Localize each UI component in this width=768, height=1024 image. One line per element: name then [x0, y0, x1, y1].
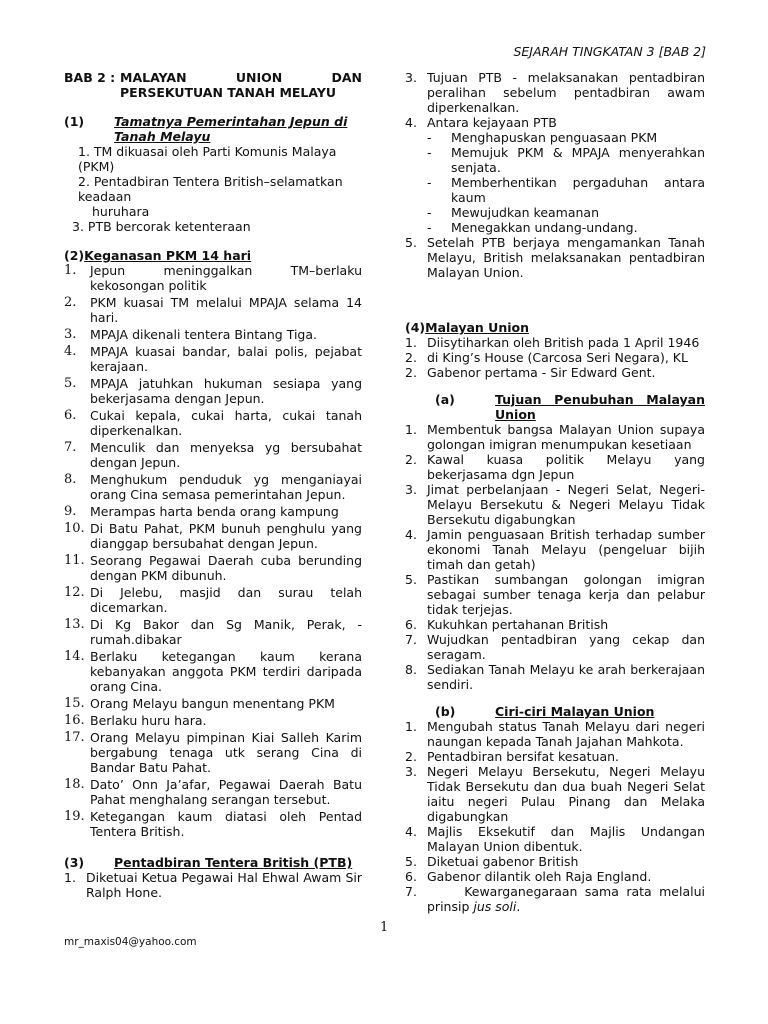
list-number: 5.	[405, 854, 417, 869]
list-number: 2.	[64, 295, 77, 310]
list-text: Orang Melayu bangun menentang PKM	[90, 696, 335, 711]
list-text: Pastikan sumbangan golongan imigran sebagai sumber tenaga kerja dan pelabur tidak terjejas.	[427, 572, 705, 617]
dash-item	[427, 220, 705, 235]
list-item	[405, 350, 705, 365]
list-text: Orang Melayu pimpinan Kiai Salleh Karim bergabung tenaga utk serang Cina di Bandar Batu Pahat.	[90, 730, 362, 775]
dash-marker: -	[427, 220, 432, 235]
list-number: 7.	[405, 632, 417, 647]
list-number: 1.	[405, 422, 417, 437]
list-item	[64, 553, 362, 583]
list-text: Menghukum penduduk yg menganiayai orang Cina semasa pemerintahan Jepun.	[90, 472, 362, 502]
subsection-a-heading	[405, 392, 705, 422]
list-item	[405, 365, 705, 380]
section-1-line: 3. PTB bercorak ketenteraan	[72, 219, 251, 234]
dash-text: Menegakkan undang-undang.	[451, 220, 638, 235]
list-item	[64, 472, 362, 502]
list-text: Setelah PTB berjaya mengamankan Tanah Melayu, British melaksanakan pentadbiran Malayan Union.	[427, 235, 705, 280]
list-item	[405, 764, 705, 824]
jus-soli-term: jus soli	[473, 899, 517, 914]
dash-text: Memberhentikan pergaduhan antara kaum	[451, 175, 705, 205]
left-column	[64, 70, 362, 900]
list-text: Seorang Pegawai Daerah cuba berunding dengan PKM dibunuh.	[90, 553, 362, 583]
list-number: 4.	[405, 115, 417, 130]
list-text: Diisytiharkan oleh British pada 1 April 1946	[427, 335, 700, 350]
list-item	[405, 527, 705, 572]
list-item	[64, 730, 362, 775]
list-text: Antara kejayaan PTB	[427, 115, 557, 130]
list-item	[64, 585, 362, 615]
list-text: Diketuai Ketua Pegawai Hal Ehwal Awam Sir Ralph Hone.	[86, 870, 362, 900]
section-3-heading	[64, 855, 362, 870]
list-text: Majlis Eksekutif dan Majlis Undangan Malayan Union dibentuk.	[427, 824, 705, 854]
section-3-title: Pentadbiran Tentera British (PTB)	[114, 855, 353, 870]
list-text: Merampas harta benda orang kampung	[90, 504, 339, 519]
list-text: Berlaku ketegangan kaum kerana kebanyakan anggota PKM terdiri daripada orang Cina.	[90, 649, 362, 694]
list-number: 19.	[64, 809, 85, 824]
list-number: 1.	[405, 335, 417, 350]
list-number: 7.	[405, 884, 417, 899]
list-text: Kawal kuasa politik Melayu yang bekerjasama dgn Jepun	[427, 452, 705, 482]
list-item	[64, 376, 362, 406]
dash-text: Mewujudkan keamanan	[451, 205, 600, 220]
section-1-line: huruhara	[92, 204, 150, 219]
dash-marker: -	[427, 175, 432, 190]
section-1-heading	[64, 114, 362, 144]
list-item	[64, 521, 362, 551]
section-1-line: 2. Pentadbiran Tentera British–selamatkan keadaan	[78, 174, 343, 204]
list-text: Cukai kepala, cukai harta, cukai tanah diperkenalkan.	[90, 408, 362, 438]
dash-marker: -	[427, 145, 432, 160]
right-column	[405, 70, 709, 914]
list-text: Jepun meninggalkan TM–berlaku kekosongan politik	[90, 263, 362, 293]
list-number: 6.	[64, 408, 77, 423]
list-item	[405, 869, 705, 884]
list-item	[405, 719, 705, 749]
list-text: Di Kg Bakor dan Sg Manik, Perak, - rumah.dibakar	[90, 617, 362, 647]
list-item	[405, 482, 705, 527]
list-item	[405, 115, 705, 130]
list-text: Pentadbiran bersifat kesatuan.	[427, 749, 620, 764]
list-number: 4.	[405, 527, 417, 542]
list-item	[64, 696, 362, 711]
list-number: 18.	[64, 777, 85, 792]
section-4-number: (4)	[405, 320, 426, 335]
dash-item	[427, 205, 705, 220]
list-number: 3.	[405, 482, 417, 497]
list-number: 1.	[64, 263, 77, 278]
list-item	[405, 632, 705, 662]
list-text-wrap	[427, 884, 709, 914]
list-number: 1.	[405, 719, 417, 734]
list-item	[64, 649, 362, 694]
section-1-title: Tamatnya Pemerintahan Jepun di Tanah Melayu	[114, 114, 348, 144]
list-item	[405, 824, 705, 854]
list-text: MPAJA jatuhkan hukuman sesiapa yang bekerjasama dengan Jepun.	[90, 376, 362, 406]
chapter-label: BAB 2 :	[64, 70, 116, 85]
list-text: Diketuai gabenor British	[427, 854, 579, 869]
section-2-list	[64, 263, 362, 839]
list-number: 12.	[64, 585, 85, 600]
dash-item	[427, 175, 705, 205]
list-text: Kukuhkan pertahanan British	[427, 617, 609, 632]
list-number: 10.	[64, 521, 85, 536]
author-email: mr_maxis04@yahoo.com	[64, 936, 197, 948]
list-item	[64, 263, 362, 293]
list-text: Jimat perbelanjaan - Negeri Selat, Negeri-Melayu Bersekutu & Negeri Melayu Tidak Bersekutu digabungkan	[427, 482, 705, 527]
list-item	[64, 777, 362, 807]
section-1-number: (1)	[64, 114, 85, 129]
list-item	[405, 884, 709, 914]
list-text: Di Jelebu, masjid dan surau telah dicemarkan.	[90, 585, 362, 615]
subsection-b-heading	[405, 704, 705, 719]
list-item	[64, 504, 362, 519]
list-text: MPAJA dikenali tentera Bintang Tiga.	[90, 327, 317, 342]
dash-text: Menghapuskan penguasaan PKM	[451, 130, 658, 145]
list-item	[64, 713, 362, 728]
list-number: 2.	[405, 749, 417, 764]
list-item	[405, 422, 705, 452]
section-3-item-5	[405, 235, 705, 280]
list-number: 9.	[64, 504, 77, 519]
list-item	[405, 235, 705, 280]
list-item	[405, 572, 705, 617]
section-4-heading	[405, 320, 705, 335]
list-item	[64, 617, 362, 647]
subsection-b-label: (b)	[435, 704, 456, 719]
list-item	[405, 662, 705, 692]
dash-item	[427, 130, 705, 145]
list-number: 3.	[405, 764, 417, 779]
list-text: Dato’ Onn Ja’afar, Pegawai Daerah Batu Pahat menghalang serangan tersebut.	[90, 777, 362, 807]
list-number: 5.	[405, 235, 417, 250]
list-number: 15.	[64, 696, 85, 711]
list-number: 2.	[405, 350, 417, 365]
subsection-a-label: (a)	[435, 392, 455, 407]
dash-item	[427, 145, 705, 175]
list-number: 11.	[64, 553, 85, 568]
section-3-list-right	[405, 70, 705, 130]
section-4-title: Malayan Union	[425, 320, 529, 335]
list-number: 4.	[64, 344, 77, 359]
list-item	[64, 440, 362, 470]
list-text: MPAJA kuasai bandar, balai polis, pejabat kerajaan.	[90, 344, 362, 374]
list-text: Tujuan PTB - melaksanakan pentadbiran peralihan sebelum pentadbiran awam diperkenalkan.	[427, 70, 705, 115]
list-item	[405, 335, 705, 350]
list-number: 13.	[64, 617, 85, 632]
list-text: Jamin penguasaan British terhadap sumber ekonomi Tanah Melayu (pengeluar bijih timah dan getah)	[427, 527, 705, 572]
list-item	[64, 408, 362, 438]
section-3-number: (3)	[64, 855, 85, 870]
list-item	[405, 70, 705, 115]
subsection-b-list	[405, 719, 709, 914]
list-text: Kewarganegaraan sama rata melalui prinsip	[427, 884, 709, 914]
list-text: Ketegangan kaum diatasi oleh Pentad Tentera British.	[90, 809, 362, 839]
list-number: 8.	[405, 662, 417, 677]
list-number: 8.	[64, 472, 77, 487]
list-number: 6.	[405, 617, 417, 632]
list-text: Gabenor pertama - Sir Edward Gent.	[427, 365, 656, 380]
dash-marker: -	[427, 130, 432, 145]
list-number: 3.	[64, 327, 77, 342]
subsection-b-title: Ciri-ciri Malayan Union	[495, 704, 655, 719]
section-2-title: Keganasan PKM 14 hari	[84, 248, 252, 263]
section-1-line: 1. TM dikuasai oleh Parti Komunis Malaya (PKM)	[78, 144, 337, 174]
list-text: Negeri Melayu Bersekutu, Negeri Melayu Tidak Bersekutu dan dua buah Negeri Selat iaitu negeri Pulau Pinang dan Melaka digabungkan	[427, 764, 705, 824]
chapter-title-line2: PERSEKUTUAN TANAH MELAYU	[120, 85, 337, 100]
chapter-title-line1: MALAYAN UNION DAN	[120, 70, 362, 85]
list-number: 17.	[64, 730, 85, 745]
section-1-lines	[64, 144, 362, 234]
list-number: 7.	[64, 440, 77, 455]
list-number: 16.	[64, 713, 85, 728]
list-text: di King’s House (Carcosa Seri Negara), KL	[427, 350, 688, 365]
sentence-end: .	[516, 899, 521, 914]
subsection-a-title: Tujuan Penubuhan Malayan Union	[495, 392, 705, 422]
list-item	[64, 295, 362, 325]
list-item	[64, 809, 362, 839]
list-number: 3.	[405, 70, 417, 85]
list-item	[405, 617, 705, 632]
subsection-a-list	[405, 422, 705, 692]
section-4-list	[405, 335, 705, 380]
list-number: 14.	[64, 649, 85, 664]
list-text: Mengubah status Tanah Melayu dari negeri naungan kepada Tanah Jajahan Mahkota.	[427, 719, 705, 749]
list-number: 2.	[405, 365, 417, 380]
list-text: PKM kuasai TM melalui MPAJA selama 14 hari.	[90, 295, 362, 325]
chapter-title	[120, 70, 362, 100]
document-header: SEJARAH TINGKATAN 3 [BAB 2]	[513, 44, 706, 59]
list-text: Membentuk bangsa Malayan Union supaya golongan imigran menumpukan kesetiaan	[427, 422, 705, 452]
chapter-heading	[64, 70, 362, 100]
list-number: 5.	[405, 572, 417, 587]
list-number: 2.	[405, 452, 417, 467]
list-number: 4.	[405, 824, 417, 839]
list-text: Di Batu Pahat, PKM bunuh penghulu yang dianggap bersubahat dengan Jepun.	[90, 521, 362, 551]
page-number: 1	[380, 920, 389, 935]
list-item	[405, 854, 705, 869]
list-number: 1.	[64, 870, 76, 885]
list-item	[64, 344, 362, 374]
list-item	[64, 870, 362, 900]
section-3-list-left	[64, 870, 362, 900]
list-item	[64, 327, 362, 342]
list-number: 6.	[405, 869, 417, 884]
dash-text: Memujuk PKM & MPAJA menyerahkan senjata.	[451, 145, 705, 175]
ptb-success-list	[427, 130, 705, 235]
list-item	[405, 749, 705, 764]
list-text: Wujudkan pentadbiran yang cekap dan seragam.	[427, 632, 705, 662]
list-number: 5.	[64, 376, 77, 391]
section-2-number: (2)	[64, 248, 85, 263]
list-item	[405, 452, 705, 482]
list-text: Gabenor dilantik oleh Raja England.	[427, 869, 652, 884]
section-2-heading	[64, 248, 362, 263]
dash-marker: -	[427, 205, 432, 220]
list-text: Menculik dan menyeksa yg bersubahat dengan Jepun.	[90, 440, 362, 470]
list-text: Berlaku huru hara.	[90, 713, 207, 728]
list-text: Sediakan Tanah Melayu ke arah berkerajaan sendiri.	[427, 662, 705, 692]
